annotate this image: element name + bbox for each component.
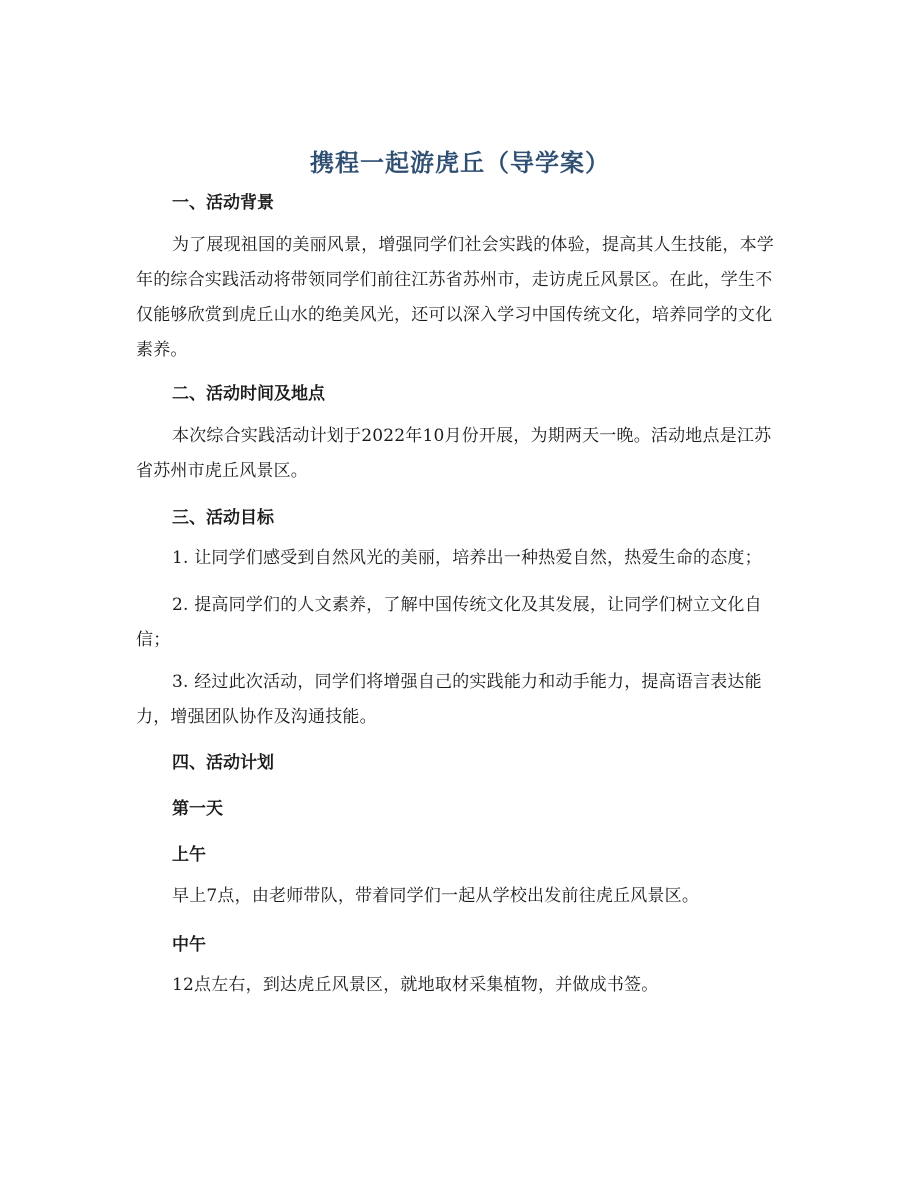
goal-item-2: 2. 提高同学们的人文素养，了解中国传统文化及其发展，让同学们树立文化自信；	[136, 595, 762, 650]
heading-background: 一、活动背景	[172, 193, 274, 213]
plan-day-one: 第一天	[172, 799, 223, 819]
document-title: 携程一起游虎丘（导学案）	[310, 148, 610, 177]
heading-time-place: 二、活动时间及地点	[172, 384, 325, 404]
plan-noon-label: 中午	[172, 935, 206, 955]
heading-plan: 四、活动计划	[172, 753, 274, 773]
heading-goals: 三、活动目标	[172, 508, 274, 528]
paragraph-time-place: 本次综合实践活动计划于2022年10月份开展，为期两天一晚。活动地点是江苏省苏州市虎丘风景区。	[136, 426, 772, 481]
plan-noon-text: 12点左右，到达虎丘风景区，就地取材采集植物，并做成书签。	[172, 975, 659, 995]
plan-morning-label: 上午	[172, 845, 206, 865]
goal-item-1: 1. 让同学们感受到自然风光的美丽，培养出一种热爱自然，热爱生命的态度；	[172, 548, 762, 568]
plan-morning-text: 早上7点，由老师带队，带着同学们一起从学校出发前往虎丘风景区。	[172, 886, 700, 906]
goal-item-3: 3. 经过此次活动，同学们将增强自己的实践能力和动手能力，提高语言表达能力，增强团队协作及沟通技能。	[136, 672, 762, 727]
paragraph-background: 为了展现祖国的美丽风景，增强同学们社会实践的体验，提高其人生技能，本学年的综合实践活动将带领同学们前往江苏省苏州市，走访虎丘风景区。在此，学生不仅能够欣赏到虎丘山水的绝美风光，还可以深入学习中国传统文化，培养同学的文化素养。	[136, 235, 774, 360]
